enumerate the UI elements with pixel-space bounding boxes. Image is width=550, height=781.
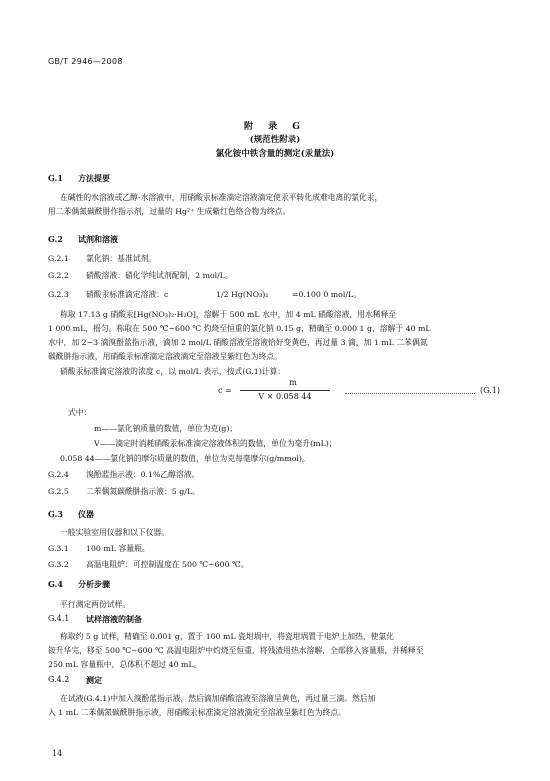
standard-number: GB/T 2946—2008 [48, 57, 123, 66]
formula-numerator: m [289, 378, 297, 387]
variable-molar-mass: 0.058 44——氯化钠的摩尔质量的数值，单位为克每毫摩尔(g/mmol)。 [60, 454, 310, 463]
g1-body-line-1: 在碱性的水溶液或乙醇-水溶液中，用硝酸汞标准滴定溶液滴定使汞平转化成难电离的氯化汞， [60, 193, 383, 202]
appendix-label: 附 录 G [244, 122, 306, 132]
g41-title: 试样溶液的制备 [86, 614, 142, 624]
appendix-type: (规范性附录) [249, 135, 301, 145]
where-label: 式中： [68, 408, 92, 417]
section-g1-number: G.1 [48, 173, 63, 183]
g31-text: 100 mL 容量瓶。 [86, 544, 150, 553]
g21-number: G.2.1 [48, 254, 69, 263]
g41-number: G.4.1 [48, 614, 70, 623]
formula-leader-dots [345, 393, 475, 394]
g41-body-line-3: 250 mL 容量瓶中，总体积不超过 40 mL。 [48, 660, 202, 669]
g3-intro: 一般实验室用仪器和以下仪器。 [60, 528, 170, 537]
g23-body-line-3: 水中，加 2~3 滴溴酚蓝指示液，滴加 2 mol/L 硝酸溶液至溶液恰好变黄色，再过量 3 滴，加 1 mL 二苯偶氮 [48, 338, 428, 347]
g24-text: 溴酚蓝指示液：0.1%乙醇溶液。 [86, 470, 200, 479]
g23-body-line-2: 1 000 mL，摇匀。称取在 500 ℃~600 ℃ 灼烧至恒重的氯化钠 0.15 g，精确至 0.000 1 g，溶解于 40 mL [48, 324, 431, 333]
g25-number: G.2.5 [48, 487, 69, 496]
variable-v: V——滴定时消耗硝酸汞标准滴定溶液体积的数值，单位为毫升(mL)； [94, 439, 337, 448]
section-g3-number: G.3 [48, 509, 63, 519]
g23-fraction: 1/2 Hg(NO₃)₂ [216, 290, 269, 299]
g4-intro: 平行测定两份试样。 [60, 600, 131, 609]
g31-number: G.3.1 [48, 544, 69, 553]
appendix-title: 氯化铵中铁含量的测定(汞量法) [215, 149, 335, 159]
section-g4-title: 分析步骤 [78, 579, 110, 589]
g32-text: 高温电阻炉：可控制温度在 500 ℃~600 ℃。 [86, 560, 249, 569]
g23-body-line-1: 称取 17.13 g 硝酸汞[Hg(NO₃)₂·H₂O]，溶解于 500 mL 水中，加 4 mL 硝酸溶液，用水稀释至 [60, 310, 397, 319]
g21-text: 氯化钠：基准试剂。 [86, 254, 157, 263]
g42-body-line-1: 在试液(G.4.1)中加入溴酚蓝指示液，然后滴加硝酸溶液至溶液呈黄色，再过量三滴。然后加 [60, 694, 376, 703]
section-g1-title: 方法提要 [78, 173, 110, 183]
g23-calc-text: 硝酸汞标准滴定溶液的浓度 c，以 mol/L 表示，按式(G.1)计算： [60, 367, 286, 376]
g42-title: 测定 [86, 675, 102, 685]
section-g2-title: 试剂和溶液 [78, 234, 118, 244]
formula-fraction-bar [240, 390, 330, 391]
g24-number: G.2.4 [48, 470, 69, 479]
g42-number: G.4.2 [48, 675, 70, 684]
g23-number: G.2.3 [48, 290, 69, 299]
g32-number: G.3.2 [48, 560, 69, 569]
g22-text: 硝酸溶液：硝化学纯试剂配制，2 mol/L。 [86, 271, 233, 280]
formula-denominator: V × 0.058 44 [258, 392, 312, 401]
g41-body-line-2: 铵升华完，移至 500 ℃~600 ℃ 高温电阻炉中灼烧至恒重，将残渣用热水溶解，全部移入容量瓶，并稀释至 [48, 646, 424, 655]
formula-lhs: c = [218, 386, 232, 395]
g42-body-line-2: 入 1 mL 二苯偶氮碳酰肼指示液，用硝酸汞标准滴定溶液滴定至溶液呈紫红色为终点。 [48, 708, 346, 717]
variable-m: m——氯化钠质量的数值，单位为克(g)； [94, 424, 238, 433]
g23-body-line-4: 碳酰肼指示液，用硝酸汞标准滴定溶液滴定至溶液呈紫红色为终点。 [48, 352, 282, 361]
g22-number: G.2.2 [48, 271, 69, 280]
g23-value: =0.100 0 mol/L。 [292, 290, 361, 299]
g1-body-line-2: 用二苯偶氮碳酰肼作指示剂，过量的 Hg²⁺ 生成紫红色络合物为终点。 [48, 207, 291, 216]
g23-text: 硝酸汞标准滴定溶液：c [86, 290, 169, 299]
section-g4-number: G.4 [48, 579, 63, 589]
section-g3-title: 仪器 [78, 509, 94, 519]
section-g2-number: G.2 [48, 234, 63, 244]
page-number: 14 [52, 749, 63, 758]
formula-label: (G.1) [480, 386, 500, 395]
g41-body-line-1: 称取约 5 g 试样，精确至 0.001 g，置于 100 mL 瓷坩埚中，将瓷坩埚置于电炉上加热，使氯化 [60, 632, 395, 641]
g25-text: 二苯偶氮碳酰肼指示液：5 g/L。 [86, 487, 200, 496]
